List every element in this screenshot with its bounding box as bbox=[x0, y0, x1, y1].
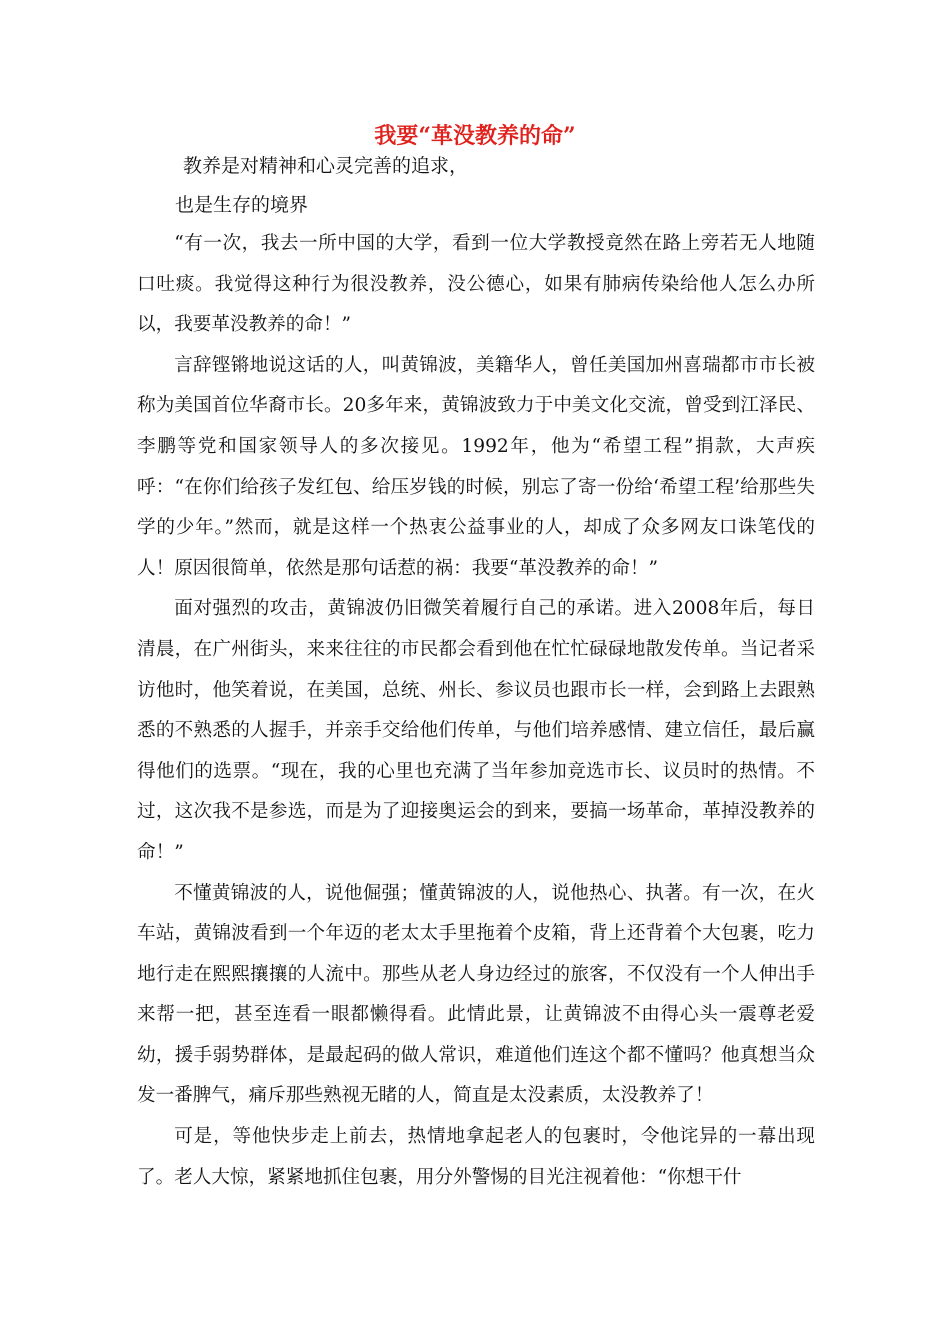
paragraph: 言辞铿锵地说这话的人，叫黄锦波，美籍华人，曾任美国加州喜瑞都市市长被称为美国首位华裔市长。20多年来，黄锦波致力于中美文化交流，曾受到江泽民、李鹏等党和国家领导人的多次接见。1992年，他为“希望工程”捐款，大声疾呼：“在你们给孩子发红包、给压岁钱的时候，别忘了寄一份给‘希望工程’给那些失学的少年。”然而，就是这样一个热衷公益事业的人，却成了众多网友口诛笔伐的人！原因很简单，依然是那句话惹的祸：我要“革没教养的命！” bbox=[137, 354, 815, 579]
subtitle-line-1: 教养是对精神和心灵完善的追求， bbox=[183, 155, 469, 177]
paragraph: “有一次，我去一所中国的大学，看到一位大学教授竟然在路上旁若无人地随口吐痰。我觉得这种行为很没教养，没公德心，如果有肺病传染给他人怎么办所以，我要革没教养的命！” bbox=[137, 233, 815, 336]
paragraph: 不懂黄锦波的人，说他倔强；懂黄锦波的人，说他热心、执著。有一次，在火车站，黄锦波看到一个年迈的老太太手里拖着个皮箱，背上还背着个大包裹，吃力地行走在熙熙攘攘的人流中。那些从老人身边经过的旅客，不仅没有一个人伸出手来帮一把，甚至连看一眼都懒得看。此情此景，让黄锦波不由得心头一震尊老爱幼，援手弱势群体，是最起码的做人常识，难道他们连这个都不懂吗？他真想当众发一番脾气，痛斥那些熟视无睹的人，简直是太没素质，太没教养了！ bbox=[137, 882, 815, 1107]
subtitle-line-2: 也是生存的境界 bbox=[175, 194, 309, 216]
article-body bbox=[137, 224, 815, 1198]
paragraph: 可是，等他快步走上前去，热情地拿起老人的包裹时，令他诧异的一幕出现了。老人大惊，紧紧地抓住包裹，用分外警惕的目光注视着他：“你想干什 bbox=[137, 1126, 815, 1188]
document-title: 我要“革没教养的命” bbox=[374, 123, 576, 149]
paragraph: 面对强烈的攻击，黄锦波仍旧微笑着履行自己的承诺。进入2008年后，每日清晨，在广州街头，来来往往的市民都会看到他在忙忙碌碌地散发传单。当记者采访他时，他笑着说，在美国，总统、州长、参议员也跟市长一样，会到路上去跟熟悉的不熟悉的人握手，并亲手交给他们传单，与他们培养感情、建立信任，最后赢得他们的选票。“现在，我的心里也充满了当年参加竞选市长、议员时的热情。不过，这次我不是参选，而是为了迎接奥运会的到来，要搞一场革命，革掉没教养的命！” bbox=[137, 598, 815, 863]
